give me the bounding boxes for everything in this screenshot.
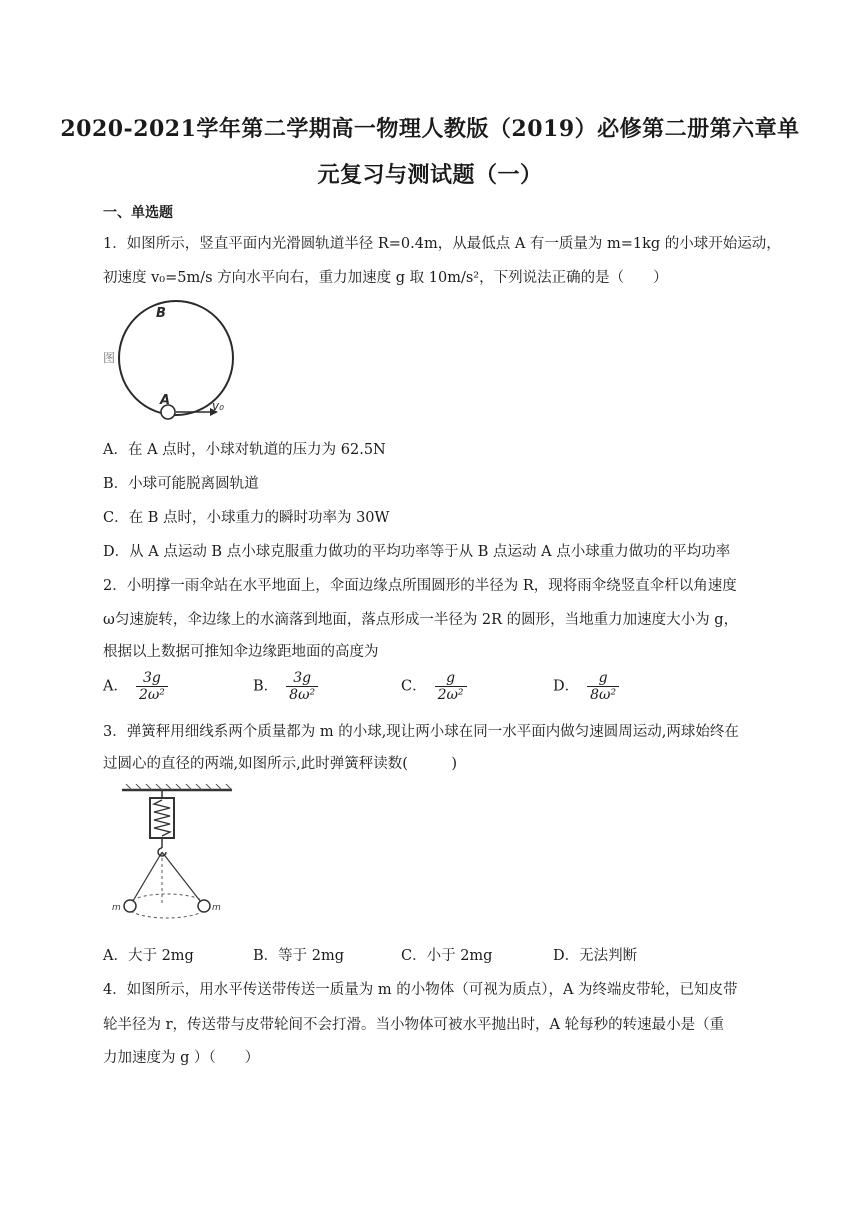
- left-string: [130, 852, 162, 906]
- q1-option-c: C．在 B 点时，小球重力的瞬时功率为 30W: [103, 510, 390, 526]
- label-v0: v₀: [212, 399, 224, 413]
- document-title-line1: 2020-2021学年第二学期高一物理人教版（2019）必修第二册第六章单: [60, 116, 800, 142]
- q2-option-b-denominator: 8ω²: [289, 687, 316, 703]
- q2-option-c-denominator: 2ω²: [437, 687, 464, 703]
- q1-figure-marker: 图: [103, 351, 116, 365]
- q2-option-a-denominator: 2ω²: [138, 687, 165, 703]
- q3-option-c: C．小于 2mg: [401, 948, 493, 964]
- circular-path: [127, 894, 207, 918]
- label-a: A: [160, 393, 171, 408]
- q3-stem-line1: 3．弹簧秤用细线系两个质量都为 m 的小球,现让两小球在同一水平面内做匀速圆周运动,两球始终在: [103, 724, 739, 740]
- right-ball: [198, 900, 210, 912]
- q2-option-d: [553, 670, 619, 703]
- q2-option-b-numerator: 3g: [286, 670, 318, 687]
- q1-stem-line1: 1．如图所示，竖直平面内光滑圆轨道半径 R=0.4m，从最低点 A 有一质量为 m=1kg 的小球开始运动，: [103, 236, 781, 252]
- q1-stem-line2: 初速度 v₀=5m/s 方向水平向右，重力加速度 g 取 10m/s²，下列说法正确的是（ ）: [103, 270, 668, 286]
- q3-stem-line2: 过圆心的直径的两端,如图所示,此时弹簧秤读数( ): [103, 756, 458, 772]
- q2-option-b-label: B．: [253, 678, 279, 695]
- q1-option-a: A．在 A 点时，小球对轨道的压力为 62.5N: [103, 442, 386, 458]
- q2-option-c: [401, 670, 467, 703]
- q2-option-c-label: C．: [401, 678, 427, 695]
- q3-option-a: A．大于 2mg: [103, 948, 194, 964]
- q2-option-c-fraction: [435, 670, 467, 703]
- q2-option-d-denominator: 8ω²: [590, 687, 617, 703]
- document-title-line2: 元复习与测试题（一）: [317, 162, 543, 188]
- label-left-m: m: [112, 903, 121, 913]
- q2-option-d-numerator: g: [587, 670, 619, 687]
- q1-option-b: B．小球可能脱离圆轨道: [103, 476, 259, 492]
- q2-stem-line1: 2．小明撑一雨伞站在水平地面上，伞面边缘点所围圆形的半径为 R，现将雨伞绕竖直伞杆以角速度: [103, 578, 737, 594]
- q1-option-d: D．从 A 点运动 B 点小球克服重力做功的平均功率等于从 B 点运动 A 点小球重力做功的平均功率: [103, 544, 731, 560]
- q2-option-c-numerator: g: [435, 670, 467, 687]
- q2-option-d-label: D．: [553, 678, 580, 695]
- label-right-m: m: [212, 903, 221, 913]
- q2-option-b-fraction: [286, 670, 318, 703]
- section-heading: 一、单选题: [103, 205, 173, 221]
- q1-circle-track-figure: [112, 300, 262, 422]
- q4-stem-line1: 4．如图所示，用水平传送带传送一质量为 m 的小物体（可视为质点），A 为终端皮带轮，已知皮带: [103, 982, 738, 998]
- q3-spring-scale-figure: [112, 784, 246, 924]
- q2-option-b: [253, 670, 318, 703]
- q2-option-a-label: A．: [103, 678, 128, 695]
- left-ball: [124, 900, 136, 912]
- q2-option-a-numerator: 3g: [136, 670, 168, 687]
- q2-stem-line2: ω匀速旋转，伞边缘上的水滴落到地面，落点形成一半径为 2R 的圆形，当地重力加速度大小为 g，: [103, 612, 739, 628]
- q3-option-b: B．等于 2mg: [253, 948, 345, 964]
- q2-option-a: [103, 670, 168, 703]
- q4-stem-line2: 轮半径为 r，传送带与皮带轮间不会打滑。当小物体可被水平抛出时，A 轮每秒的转速最小是（重: [103, 1017, 725, 1033]
- label-b: B: [156, 306, 166, 321]
- q2-option-d-fraction: [587, 670, 619, 703]
- q2-stem-line3: 根据以上数据可推知伞边缘距地面的高度为: [103, 644, 379, 660]
- q2-option-a-fraction: [136, 670, 168, 703]
- q3-option-d: D．无法判断: [553, 948, 638, 964]
- circle-track: [119, 301, 233, 415]
- q4-stem-line3: 力加速度为 g ）（ ）: [103, 1050, 260, 1066]
